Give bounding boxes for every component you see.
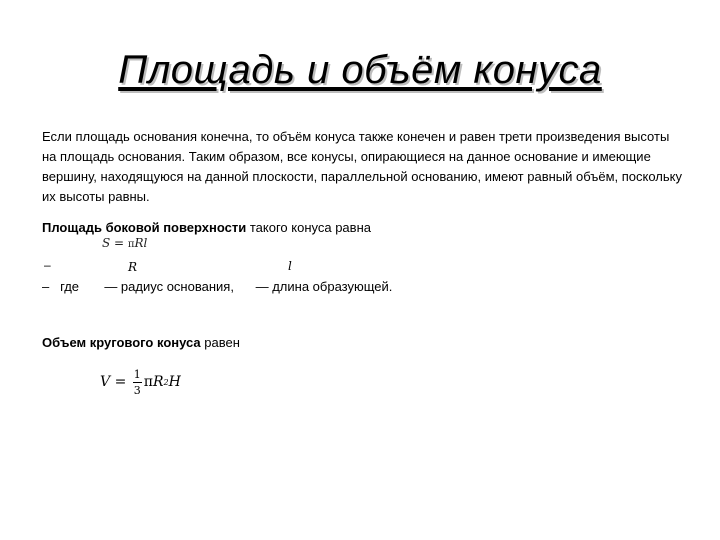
formula-v-r: R <box>152 374 164 390</box>
lateral-area-term: Площадь боковой поверхности <box>42 220 247 235</box>
formula-s-l: l <box>143 236 148 250</box>
formula-v-pi: π <box>143 374 153 390</box>
formula-v-equals: = <box>110 374 131 390</box>
formula-s-r: R <box>134 236 144 250</box>
formula-v-symbol: V <box>100 374 111 390</box>
formula-s-equals: = <box>110 236 128 250</box>
page-title: Площадь и объём конуса <box>118 48 602 92</box>
generatrix-symbol: l <box>288 259 292 273</box>
lateral-area-label <box>42 220 371 235</box>
fraction-denominator: 3 <box>133 383 141 397</box>
volume-rest: равен <box>200 335 240 350</box>
formula-v-h: H <box>168 374 181 390</box>
radius-symbol: R <box>128 260 138 274</box>
volume-description-paragraph: Если площадь основания конечна, то объём конуса также конечен и равен трети произведения высоты на площадь основания. Таким образом, все конусы, опирающиеся на данное основание и имеющие вершину, находящуюся на данной плоскости, параллельной основанию, имеют равный объём, поскольку их высоты равны. <box>42 129 682 204</box>
list-dash: – <box>44 258 51 272</box>
formula-v-exponent: 2 <box>163 377 169 387</box>
lateral-area-rest: такого конуса равна <box>246 220 371 235</box>
formula-v-fraction <box>133 368 142 397</box>
volume-term: Объем кругового конуса <box>42 335 201 350</box>
volume-label <box>42 335 240 350</box>
fraction-bar <box>133 382 142 383</box>
formula-s-pi: π <box>127 239 135 250</box>
definitions-line: – где — радиус основания, — длина образующей. <box>42 279 393 294</box>
formula-s-symbol: S <box>102 236 111 250</box>
lateral-area-formula <box>102 236 147 250</box>
volume-formula <box>100 360 181 404</box>
fraction-numerator: 1 <box>133 367 141 381</box>
